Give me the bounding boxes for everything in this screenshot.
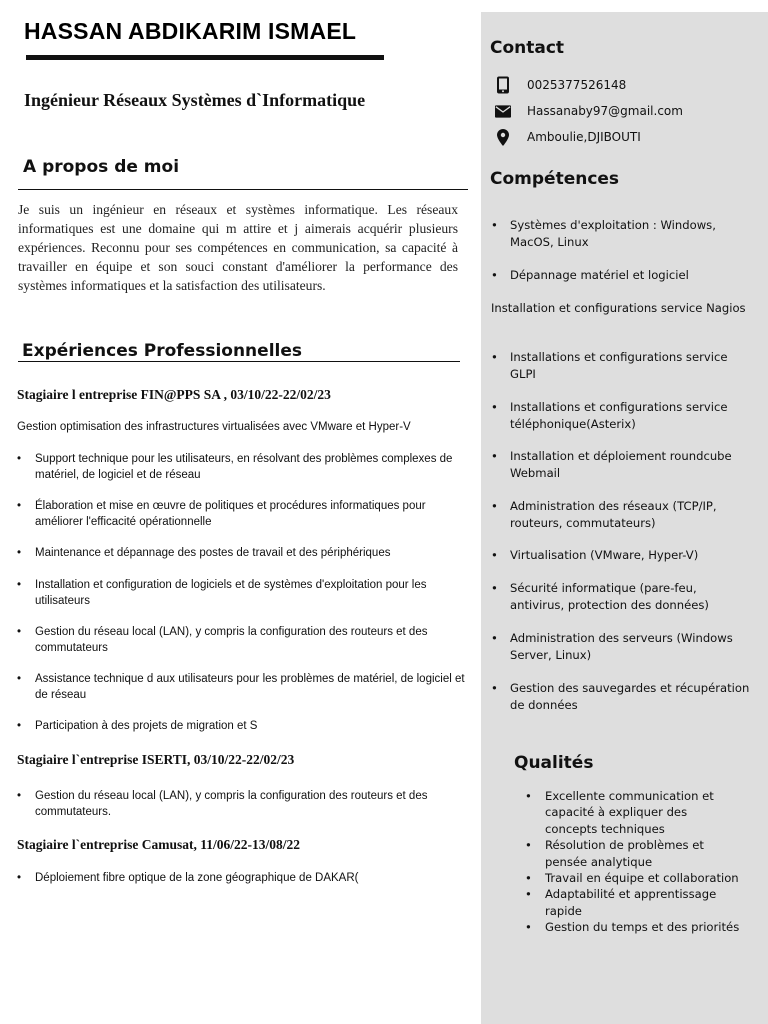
- skill-item: • Systèmes d'exploitation : Windows, MacOS, Linux: [491, 217, 751, 250]
- job-bullets-finapps-7: [17, 718, 467, 734]
- qualities-list: [525, 788, 740, 936]
- job-bullets-finapps-6: [17, 671, 467, 703]
- job-title-camusat: Stagiaire l`entreprise Camusat, 11/06/22-13/08/22: [17, 837, 300, 852]
- list-item: • Élaboration et mise en œuvre de politiques et procédures informatiques pour améliorer l'efficacité opérationnelle: [17, 498, 467, 530]
- location-text: Amboulie,DJIBOUTI: [527, 130, 641, 144]
- list-item: • Maintenance et dépannage des postes de travail et des périphériques: [17, 545, 467, 561]
- contact-heading: Contact: [490, 38, 565, 58]
- skills-heading: Compétences: [490, 169, 620, 189]
- list-item: • Participation à des projets de migration et S: [17, 718, 467, 734]
- about-divider: [18, 189, 468, 190]
- list-item: • Gestion du réseau local (LAN), y compris la configuration des routeurs et des commutateurs: [17, 624, 467, 656]
- list-item: • Support technique pour les utilisateurs, en résolvant des problèmes complexes de matériel, de logiciel et de réseau: [17, 451, 467, 483]
- experience-divider: [18, 361, 460, 362]
- skill-item: • Installation et déploiement roundcube Webmail: [491, 448, 751, 481]
- job-title-iserti: Stagiaire l`entreprise ISERTI, 03/10/22-22/02/23: [17, 752, 295, 767]
- job-title: Ingénieur Réseaux Systèmes d`Informatique: [24, 90, 366, 110]
- skill-item: • Dépannage matériel et logiciel: [491, 267, 751, 284]
- contact-location: [495, 127, 641, 147]
- skill-item: • Installations et configurations service GLPI: [491, 349, 751, 382]
- skill-item: Installation et configurations service Nagios: [491, 301, 746, 315]
- contact-email: [495, 101, 683, 121]
- experience-heading: Expériences Professionnelles: [22, 341, 302, 361]
- qualities-heading: Qualités: [514, 753, 594, 773]
- skill-item: • Administration des réseaux (TCP/IP, routeurs, commutateurs): [491, 498, 751, 531]
- envelope-icon: [495, 102, 511, 120]
- quality-item: • Résolution de problèmes et pensée analytique: [525, 837, 740, 870]
- list-item: • Déploiement fibre optique de la zone géographique de DAKAR(: [17, 870, 467, 886]
- location-pin-icon: [495, 128, 511, 146]
- skill-item: • Sécurité informatique (pare-feu, antivirus, protection des données): [491, 580, 751, 613]
- skill-item: • Virtualisation (VMware, Hyper-V): [491, 547, 751, 564]
- contact-phone: [495, 75, 626, 95]
- candidate-name: HASSAN ABDIKARIM ISMAEL: [24, 18, 357, 44]
- list-item: • Assistance technique d aux utilisateurs pour les problèmes de matériel, de logiciel et de réseau: [17, 671, 467, 703]
- quality-item: • Gestion du temps et des priorités: [525, 919, 740, 935]
- skill-item: • Administration des serveurs (Windows Server, Linux): [491, 630, 751, 663]
- name-underline: [26, 55, 384, 60]
- job-bullets-finapps-3: [17, 545, 467, 561]
- phone-icon: [495, 76, 511, 94]
- skill-item: • Gestion des sauvegardes et récupération de données: [491, 680, 751, 713]
- about-text: Je suis un ingénieur en réseaux et systèmes informatique. Les réseaux informatiques est une domaine qui m attire et j aimerais acquérir plusieurs expériences. Reconnu pour ses compétences en communication, sa capacité à travailler en équipe et son souci constant d'améliorer la performance des systèmes informatiques et la satisfaction des utilisateurs.: [18, 202, 458, 293]
- quality-item: • Adaptabilité et apprentissage rapide: [525, 886, 740, 919]
- job-bullets-camusat: [17, 870, 467, 886]
- job-bullets-iserti: [17, 788, 467, 820]
- email-address: Hassanaby97@gmail.com: [527, 104, 683, 118]
- quality-item: • Travail en équipe et collaboration: [525, 870, 740, 886]
- about-heading: A propos de moi: [23, 157, 180, 177]
- list-item: • Gestion du réseau local (LAN), y compris la configuration des routeurs et des commutateurs.: [17, 788, 467, 820]
- job-intro-finapps: Gestion optimisation des infrastructures virtualisées avec VMware et Hyper-V: [17, 421, 411, 433]
- quality-item: • Excellente communication et capacité à expliquer des concepts techniques: [525, 788, 740, 837]
- job-bullets-finapps-4: [17, 577, 467, 609]
- job-bullets-finapps: [17, 451, 467, 483]
- job-title-finapps: Stagiaire l entreprise FIN@PPS SA , 03/10/22-22/02/23: [17, 387, 331, 402]
- list-item: • Installation et configuration de logiciels et de systèmes d'exploitation pour les utilisateurs: [17, 577, 467, 609]
- skill-item: • Installations et configurations service téléphonique(Asterix): [491, 399, 751, 432]
- job-bullets-finapps-2: [17, 498, 467, 530]
- phone-number: 0025377526148: [527, 78, 627, 92]
- job-bullets-finapps-5: [17, 624, 467, 656]
